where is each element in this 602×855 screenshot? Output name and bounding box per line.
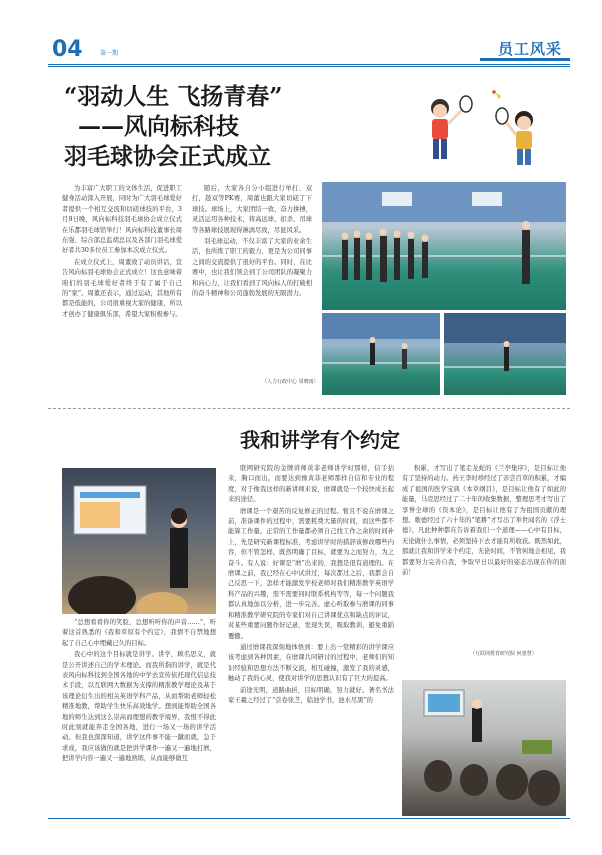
article1-column1 [62, 184, 182, 321]
article2-paragraph: 磨课是一个艰苦的反复修正的过程。暂且不说在磨课之前，准备课件的过程中，需要耗费大量的时间，而这些都不能算工作量。正常的工作量都必须自己找工作之余的时间补上，先是研究新课程标准，考虑讲学时的措辞该修改哪些内容，但不管怎样，既然明确了目标，就要为之而努力，为之奋斗。有人说：好课是“磨”出来的，我想是很有道理的。在磨课之前，我已经在心中试讲过，每次都过之后，我都会自己反思一下，怎样才能激发学校老师对我们精准教学英语学科产品的兴趣，需不需要同时联系机构等等，每一个问题我都认真地加以分析，进一步完善。虚心听取参与磨课的同事和精准教学研究院的专家们对自己讲课优点和缺点的评议，对某些重要问题作好记录，发现失误，吸取教训，避免重蹈覆辙。 [228, 507, 394, 640]
article2-paragraph: 前途光明，道路曲折，目标明确，努力就好。著名书法家王羲之经过了“尝卷张芝，临池学书，池水尽黑”的 [228, 686, 394, 704]
article2-paragraph: “总想看看你的笑脸，总想听听你的声音……”，听着这首熟悉的《我和草原有个约定》，我情不自禁地想起了自己心中埋藏已久的目标。 [62, 619, 216, 647]
article1-paragraph: 为丰富广大职工的文体生活，促进职工健身活动深入开展，同时为广大羽毛球爱好者提供一个相互交流和切磋球技的平台，3月9日晚，风向标科技羽毛球协会成立仪式在乐都羽毛球馆举行！风向标科技董事长周东强、综合部总监胡总以及各部门羽毛球爱好者共30多位员工参加本次成立仪式。 [62, 185, 182, 255]
article2-column2 [228, 464, 394, 707]
article1-title [64, 82, 364, 172]
section-title: 员工风采 [497, 40, 562, 58]
badminton-group-photo [322, 182, 566, 310]
article2-paragraph: 积累，才写出了笔走龙蛇的《兰亭集序》，是目标让他有了坚持的动力。药王李时珍经过了亲尝百草的积累，才编成了祖国的医学宝典《本草纲目》，是目标让他有了如此的能量，马克思经过了二十年的收集数据，整理思考才写出了享誉全球的《资本论》，是目标让他有了为祖国贡献的理想。歌德经过了六十年的“笔耕”才写出了举世闻名的《浮士德》，凡此种种都在告诉着我们一个道理——心中有目标，无论做什么事情，必须坚持下去才能有所收获。既然如此，那就让我和讲学来个约定，无论时间，不管何地会相见，我都要努力完善自我，争取早日以最好的姿态出现在你的面前！ [402, 465, 566, 577]
badminton-match-photo-1 [322, 313, 440, 395]
header-rule-thin [48, 66, 570, 67]
header-rule [48, 64, 570, 65]
page-number: 04 [52, 37, 83, 62]
article2-title: 我和讲学有个约定 [240, 428, 400, 452]
article2-column1 [62, 618, 216, 766]
article1-title-line2: ——风向标科技 [78, 113, 239, 140]
article2-column3 [402, 464, 566, 579]
lecture-photo-1 [62, 468, 216, 614]
badminton-players-illustration [400, 80, 560, 170]
article2-paragraph: 通过磨课我深刻地体悟到：要上出一堂精彩的讲学课应该考虑到各种因素，在磨课共同研讨的过程中，老师们的知识经验和思想方法不断交流，相互碰撞，激发了我的灵感，触动了我的心灵，使我对讲学的思想认识有了巨大的提高。 [228, 643, 394, 683]
page-header [48, 38, 570, 62]
article1-column2 [192, 184, 312, 300]
article1-paragraph: 随后，大家各自分小组进行单打、双打，趁双等PK赛，周董也跟大家切磋了下球技。球场上，大家团结一致，奋力拼搏，灵活运用各种技术，将高远球，扣杀、吊球等各路球技展现得淋漓尽致，尽显风采。 [192, 185, 312, 234]
badminton-match-photo-2 [444, 313, 566, 395]
footer-rule [48, 818, 570, 819]
lecture-photo-2 [402, 680, 566, 816]
article1-credit: （人力行政中心 周晓雨） [262, 379, 319, 385]
article-divider [48, 408, 570, 409]
article1-title-line1: “羽动人生 飞扬青春” [64, 83, 283, 110]
article2-paragraph: 我心中的这个目标就是讲学。讲学，顾名思义，就是公开讲述自己的学术理论。而我所指的讲学，就是代表风向标科技到全国各地的中学去宣传依托现代信息技术手段，以互联网大数据为支撑的精准教学理论及基于该理论衍生出的相关英语学科产品，从而帮助老师轻松精准地教，帮助学生快乐高效地学。想到能帮助全国各地的师生达到这么崇高而理想的教学境界，我恨不得此时此刻就能奔走全国各地，进行一场又一场的讲学活动。但我也深深知道，讲学这件事不能一蹴而就，急于求成，我应该做的就是把讲学课件一遍又一遍地打磨，把讲学内容一遍又一遍地熟练，从而能够做互 [62, 651, 216, 763]
article1-paragraph: 羽毛球运动，不仅丰富了大家的业余生活，也所练了职工的毅力，更是为公司同事之间的交流提供了很好的平台。同时，在比赛中，也让我们领会到了公司团队的凝聚力和向心力，让我们看到了风向标人的打破相的奋斗精神和公司蓬勃发展的无限潜力。 [192, 238, 312, 298]
issue-label: 第一期 [100, 50, 119, 57]
article1-title-line3: 羽毛球协会正式成立 [64, 143, 271, 170]
section-underline [480, 58, 570, 61]
article2-paragraph: 联网研究院的金牌讲师黄菲老师讲学时那样，信手拈来，胸口而出。而要达到像黄菲老师那样自信和专业的程度，对于像我这样的新讲师来说，磨课就是一个较快成长起来的途径。 [228, 465, 394, 504]
article2-credit: （互联网教育研究院 何惠慧） [470, 651, 537, 657]
article1-paragraph: 在成立仪式上，周董致了动员讲话，宣告风向标羽毛球协会正式成立！这也意味着咱们的羽毛球爱好者终于有了属于自己的“家”。周董还表示，通过运动，其他所有都是低能的，公司很重视大家的健康，所以才创办了健康俱乐部，希望大家积极参与。 [62, 258, 182, 318]
